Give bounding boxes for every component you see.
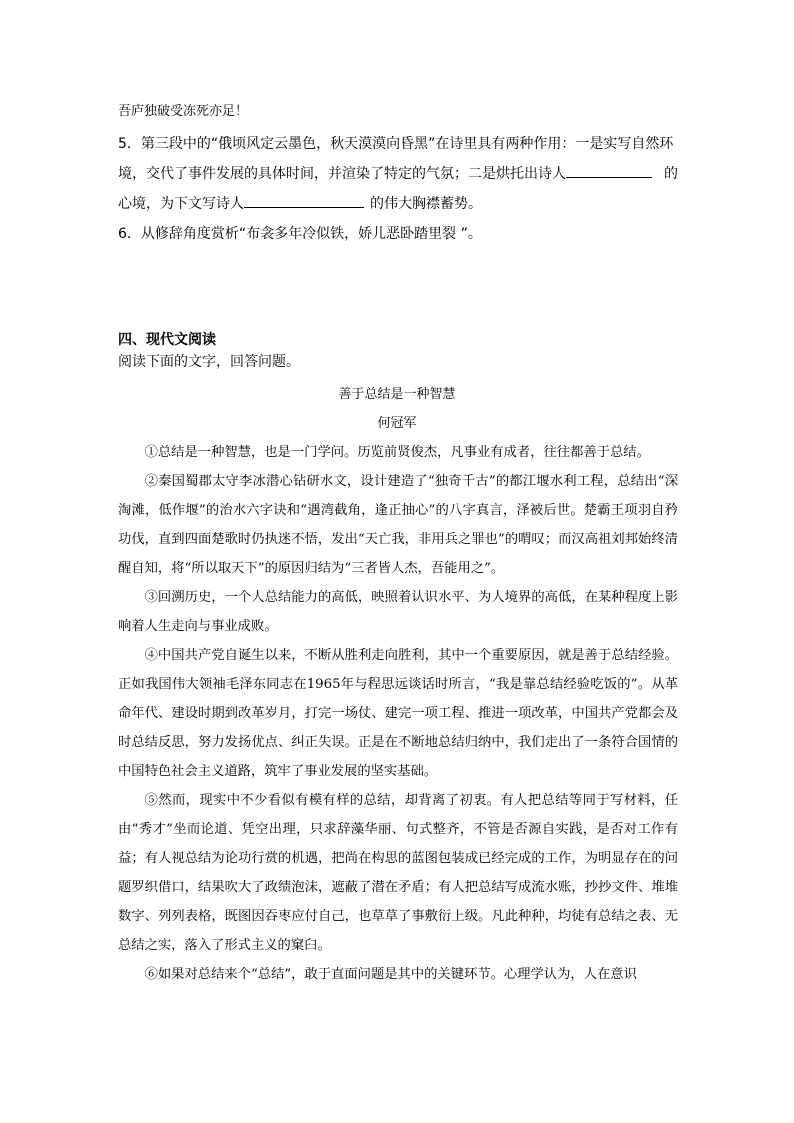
article-paragraph-2: ②秦国蜀郡太守李冰潜心钻研水文，设计建造了“独奇千古”的都江堰水利工程，总结出“深淘滩，低作堰”的治水六字诀和“遇湾截角，逢正抽心”的八字真言，泽被后世。楚霸王项羽自矜功伐，直到四面楚歌时仍执迷不悟，发出“天亡我，非用兵之罪也”的喟叹；而汉高祖刘邦始终清醒自知，将“所以取天下”的原因归结为“三者皆人杰，吾能用之”。: [118, 474, 678, 576]
answer-blank-2[interactable]: [244, 195, 364, 208]
question-6: 6．从修辞角度赏析“布衾多年冷似铁，娇儿恶卧踏里裂 ”。: [118, 226, 482, 242]
article-paragraph-1: ①总结是一种智慧，也是一门学问。历览前贤俊杰，凡事业有成者，往往都善于总结。: [144, 445, 650, 460]
question-5-line-2: [118, 163, 678, 183]
poem-fragment: 吾庐独破受冻死亦足！: [118, 104, 249, 119]
article-paragraph-4: ④中国共产党自诞生以来，不断从胜利走向胜利，其中一个重要原因，就是善于总结经验。正如我国伟大领袖毛泽东同志在1965年与程思远谈话时所言，“我是靠总结经验吃饭的”。从革命年代、建设时期到改革岁月，打完一场仗、建完一项工程、推进一项改革，中国共产党都会及时总结反思，努力发扬优点、纠正失误。正是在不断地总结归纳中，我们走出了一条符合国情的中国特色社会主义道路，筑牢了事业发展的坚实基础。: [118, 648, 678, 779]
question-5-line-2-tail: 的: [664, 166, 678, 182]
article-body: [118, 438, 678, 989]
question-5-line-3-head: 心境，为下文写诗人: [118, 196, 244, 212]
question-5-line-3: [118, 193, 482, 213]
article-author: 何冠军: [377, 416, 417, 431]
question-5-line-2-text: 境，交代了事件发展的具体时间，并渲染了特定的气氛；二是烘托出诗人: [118, 166, 566, 182]
question-5-line-3-tail: 的伟大胸襟蓄势。: [370, 196, 482, 212]
article-paragraph-6: ⑥如果对总结来个“总结”，敢于直面问题是其中的关键环节。心理学认为，人在意识: [144, 967, 637, 982]
section-4-heading: 四、现代文阅读: [118, 332, 216, 348]
article-paragraph-3: ③回溯历史，一个人总结能力的高低，映照着认识水平、为人境界的高低，在某种程度上影响着人生走向与事业成败。: [118, 590, 678, 634]
article-paragraph-5: ⑤然而，现实中不少看似有模有样的总结，却背离了初衷。有人把总结等同于写材料，任由“秀才”坐而论道、凭空出理，只求辞藻华丽、句式整齐，不管是否源自实践，是否对工作有益；有人视总结为论功行赏的机遇，把尚在构思的蓝图包装成已经完成的工作，为明显存在的问题罗织借口，结果吹大了政绩泡沫，遮蔽了潜在矛盾；有人把总结写成流水账，抄抄文件、堆堆数字、列列表格，既图因吞枣应付自己，也草草了事敷衍上级。凡此种种，均徒有总结之表、无总结之实，落入了形式主义的窠臼。: [118, 793, 678, 953]
question-5-line-1: 5．第三段中的“俄顷风定云墨色，秋天漠漠向昏黑”在诗里具有两种作用：一是实写自然环: [118, 136, 674, 152]
answer-blank-1[interactable]: [566, 165, 652, 178]
article-title: 善于总结是一种智慧: [338, 387, 456, 402]
section-4-instruction: 阅读下面的文字，回答问题。: [118, 354, 300, 370]
